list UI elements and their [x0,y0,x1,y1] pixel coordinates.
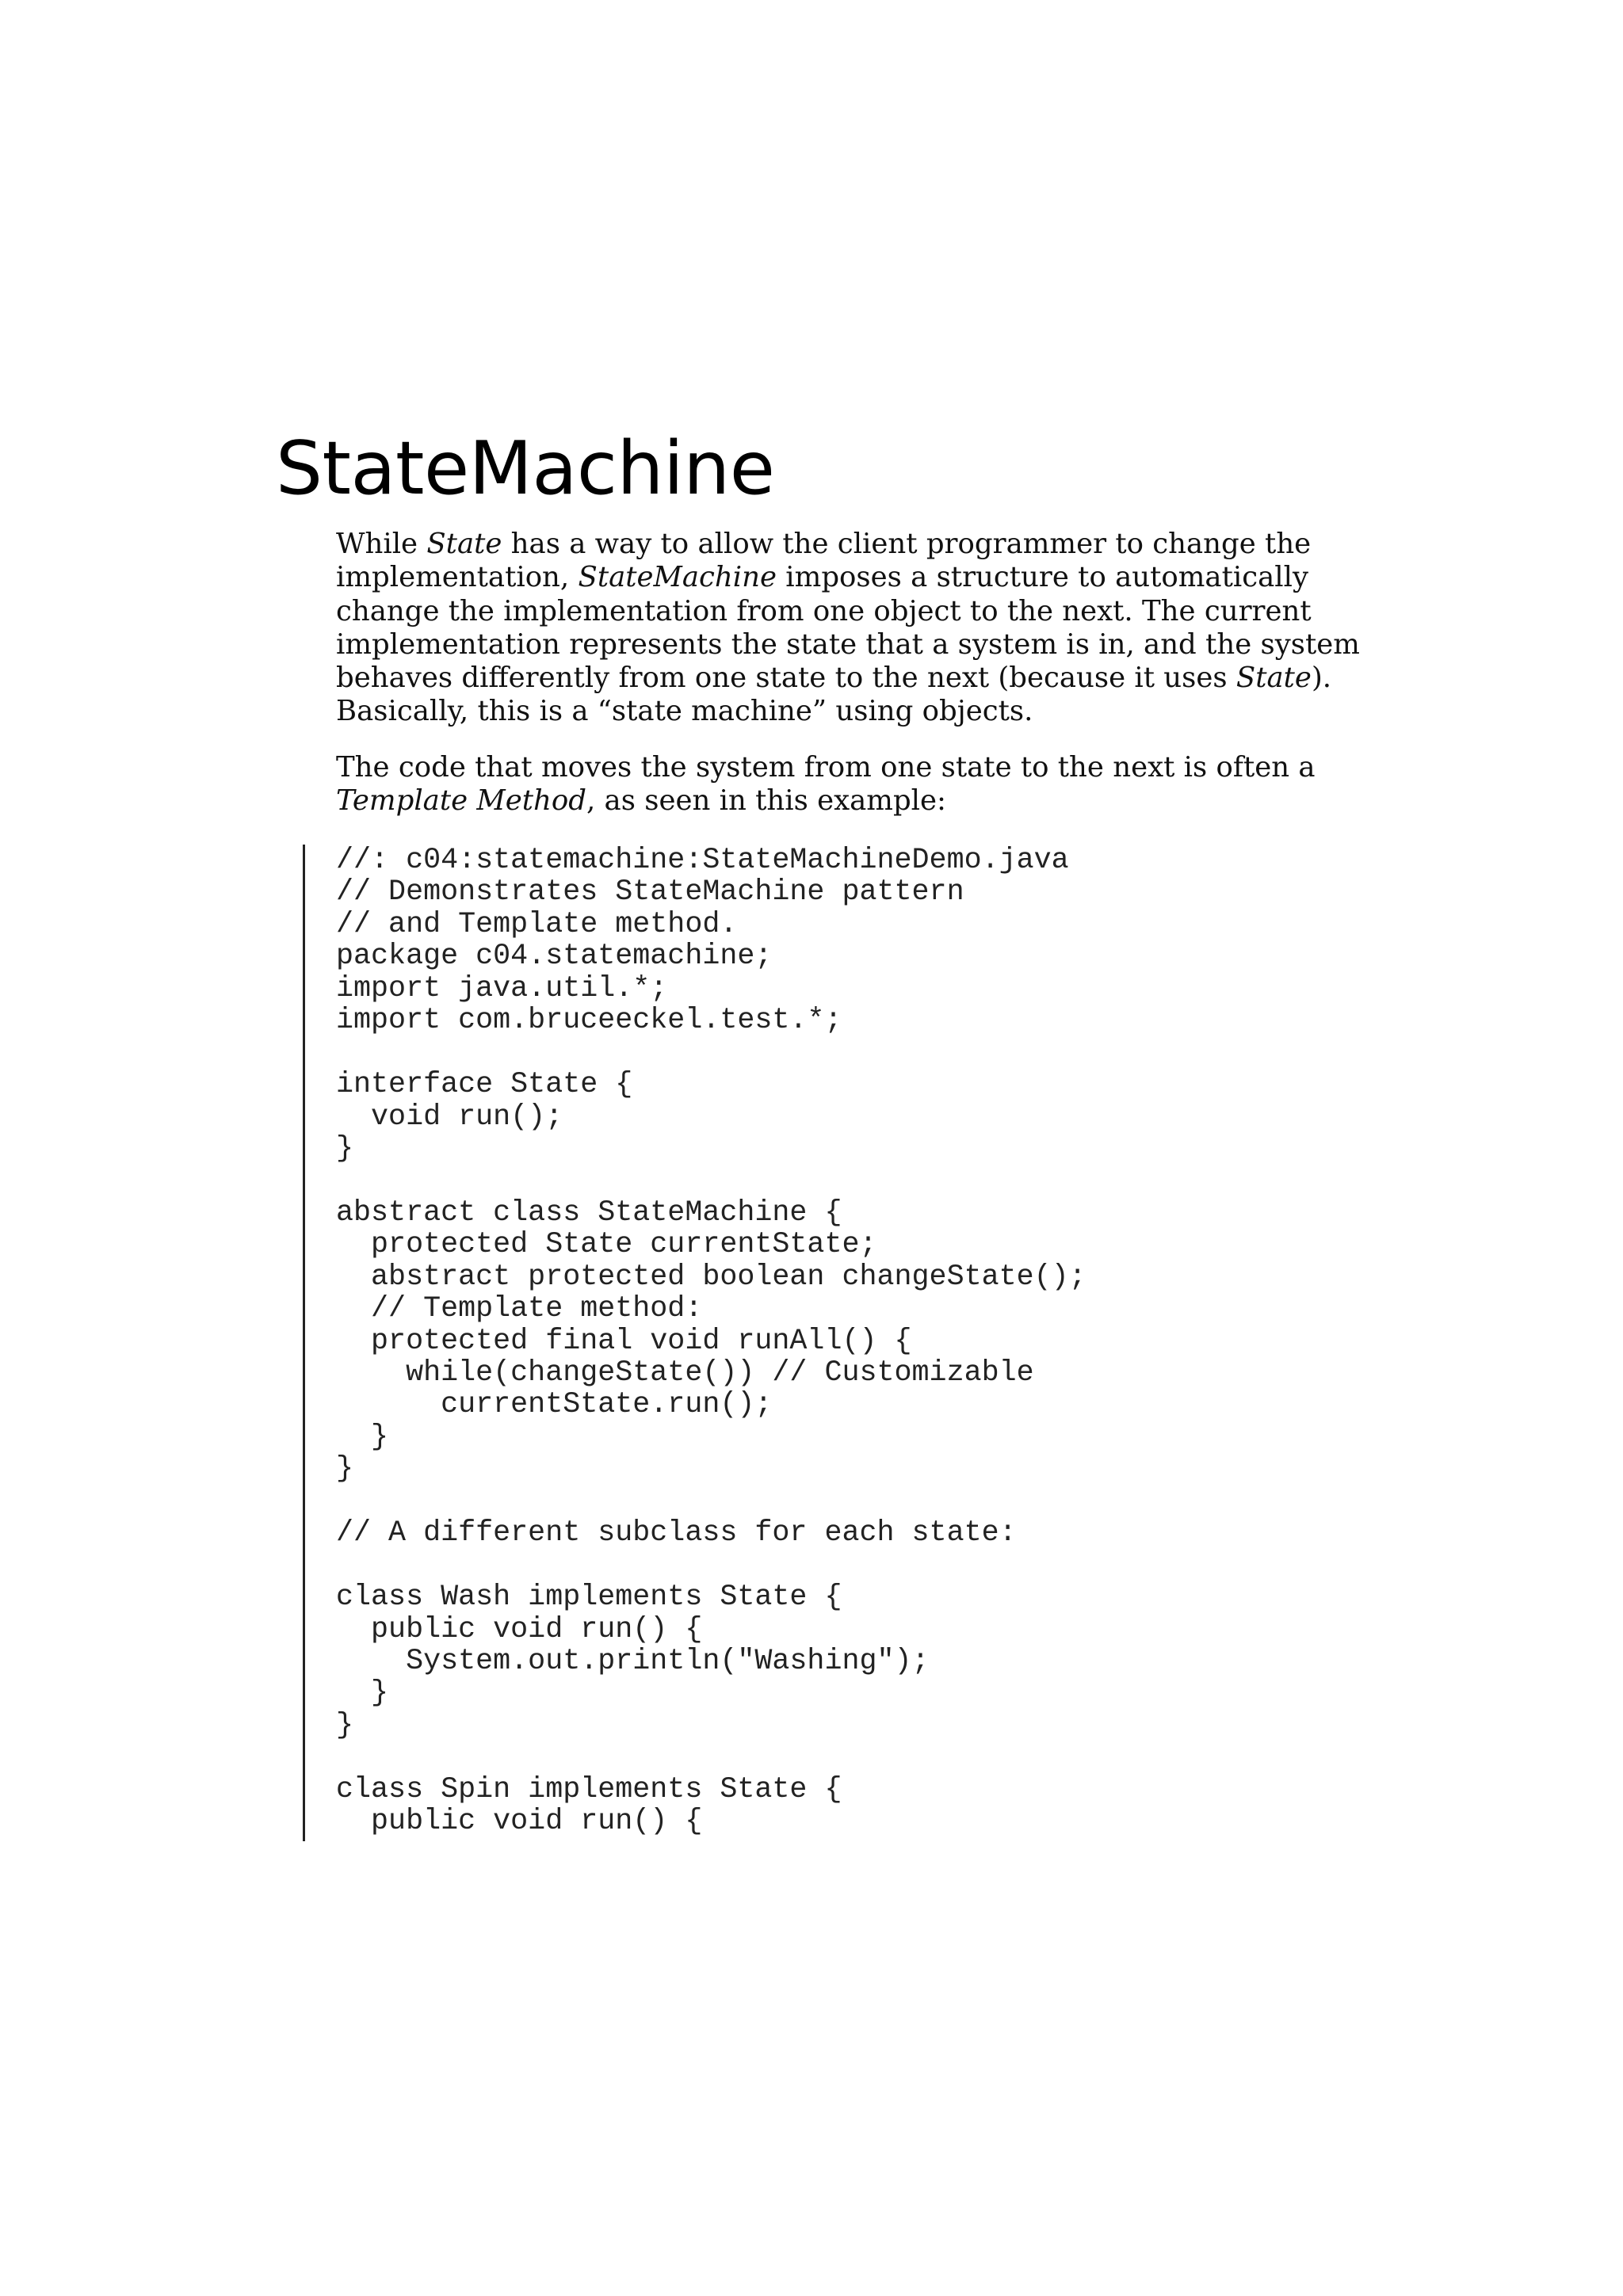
code-line [336,1550,1086,1581]
code-line: } [336,1708,354,1742]
paragraph-line [336,784,1287,818]
paragraph-line [336,627,1360,662]
code-line: // Template method: [336,1292,703,1326]
paragraph-line [336,662,1332,695]
code-line [336,1037,1086,1069]
text-run: , as seen in this example: [586,784,946,818]
template-method-paragraph [336,751,1316,818]
paragraph-line [336,561,1309,594]
emphasized-term: StateMachine [578,561,777,594]
text-run: ). [1311,662,1332,695]
code-listing [336,845,1086,1838]
code-line: interface State { [336,1068,633,1102]
code-line: //: c04:statemachine:StateMachineDemo.java [336,844,1069,877]
paragraph-line [336,751,1316,784]
paragraph-line [336,528,1312,561]
text-run: implementation represents the state that a system is in, and the system [336,627,1360,661]
code-line: import com.bruceeckel.test.*; [336,1004,842,1038]
code-line: System.out.println("Washing"); [336,1644,930,1678]
text-run: The code that moves the system from one state to the next is often a [336,751,1316,784]
text-run: change the implementation from one object to the next. The current [336,594,1312,627]
code-line: // A different subclass for each state: [336,1516,1017,1550]
text-run: has a way to allow the client programmer to change the [502,528,1312,560]
emphasized-term: State [1235,662,1312,695]
code-line: void run(); [336,1100,563,1134]
text-run: Basically, this is a “state machine” using objects. [336,695,1033,728]
emphasized-term: Template Method [336,784,586,818]
paragraph-line [336,594,1312,628]
code-line: abstract protected boolean changeState(); [336,1260,1086,1294]
code-line: while(changeState()) // Customizable [336,1356,1034,1390]
code-line: class Spin implements State { [336,1772,842,1806]
text-run: implementation, [336,561,579,594]
code-line: public void run() { [336,1612,703,1646]
text-run: While [336,528,427,560]
code-line: } [336,1420,389,1454]
code-line: abstract class StateMachine { [336,1196,842,1230]
code-line: currentState.run(); [336,1388,773,1422]
code-line: } [336,1131,354,1165]
code-line: } [336,1676,389,1711]
code-line: // Demonstrates StateMachine pattern [336,875,964,910]
intro-paragraph [336,528,1360,729]
code-line: protected final void runAll() { [336,1324,912,1358]
code-line: import java.util.*; [336,971,668,1005]
code-line: public void run() { [336,1805,703,1839]
code-line: class Wash implements State { [336,1581,842,1615]
code-line [336,1165,1086,1196]
code-line: } [336,1452,354,1486]
code-line [336,1741,1086,1773]
page-title: StateMachine [276,425,775,511]
code-line: package c04.statemachine; [336,940,773,974]
code-listing-rule [303,845,305,1841]
code-line: // and Template method. [336,907,738,941]
code-line [336,1486,1086,1517]
code-line: protected State currentState; [336,1228,877,1262]
text-run: behaves differently from one state to the next (because it uses [336,662,1236,695]
paragraph-line [336,695,1287,728]
emphasized-term: State [426,528,502,560]
text-run: imposes a structure to automatically [777,561,1309,594]
